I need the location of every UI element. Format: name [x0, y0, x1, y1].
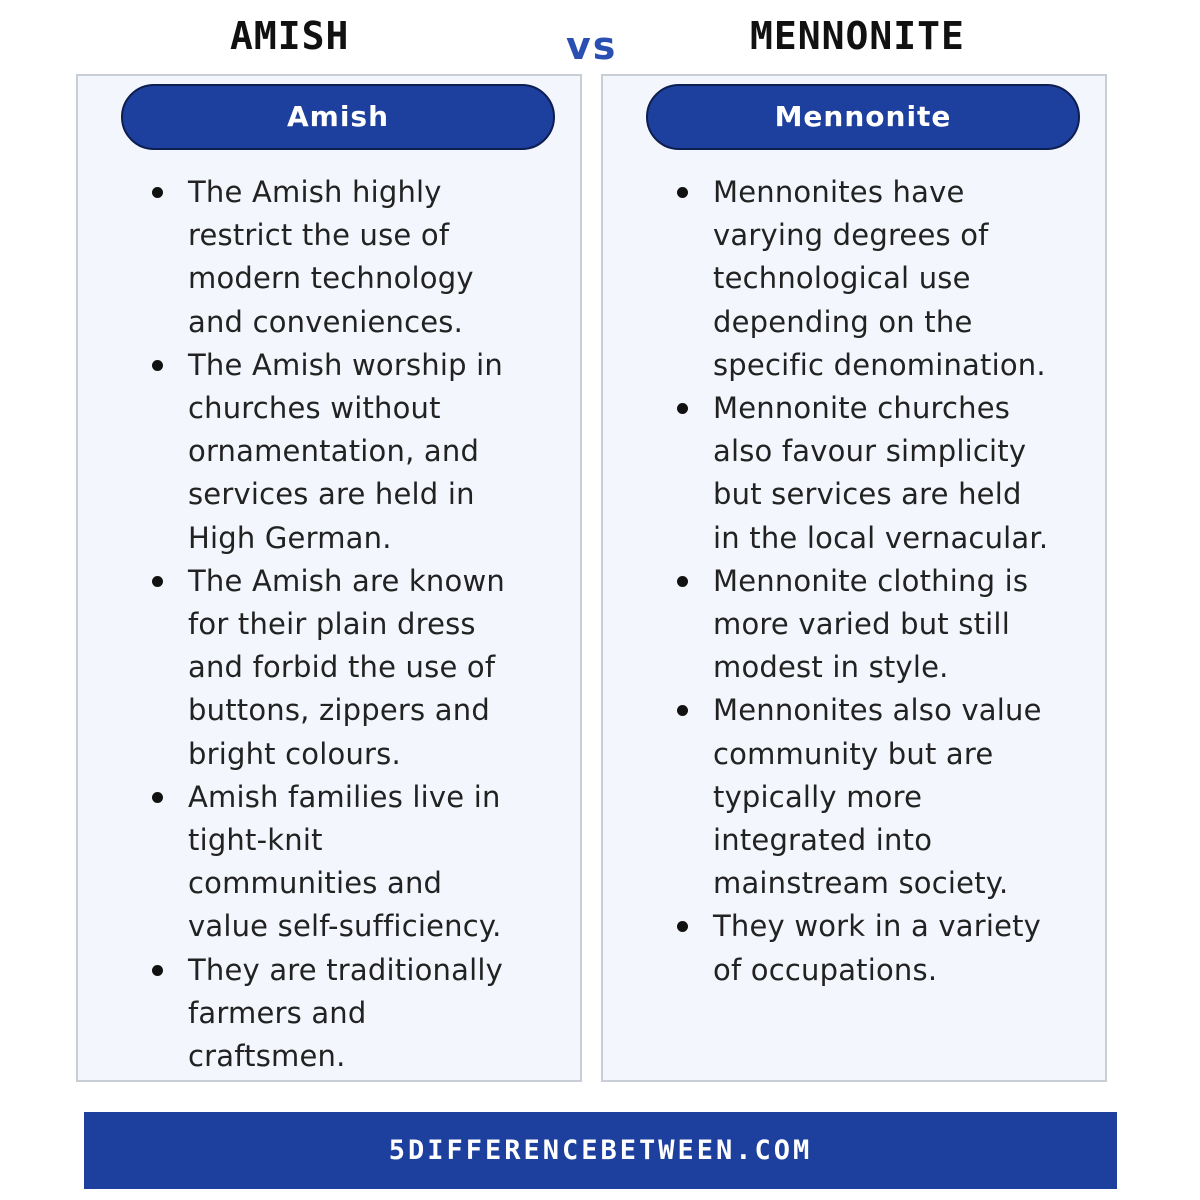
vs-label: vs	[566, 24, 618, 68]
bullet-icon	[677, 705, 688, 716]
list-item	[603, 387, 1123, 560]
point-text: The Amish worship in churches without ornamentation, and services are held in High German.	[188, 347, 503, 555]
list-item	[78, 560, 598, 776]
list-item	[78, 171, 598, 344]
bullet-icon	[152, 576, 163, 587]
point-text: They work in a variety of occupations.	[713, 909, 1042, 987]
list-item	[603, 905, 1123, 991]
bullet-icon	[677, 576, 688, 587]
point-text: The Amish highly restrict the use of modern technology and conveniences.	[188, 175, 474, 339]
mennonite-points-list	[603, 171, 1123, 992]
mennonite-heading: MENNONITE	[750, 14, 965, 58]
amish-heading: AMISH	[230, 14, 350, 58]
bullet-icon	[152, 792, 163, 803]
list-item	[78, 949, 598, 1079]
bullet-icon	[677, 187, 688, 198]
point-text: Mennonites have varying degrees of technological use depending on the specific denomination.	[713, 175, 1046, 382]
point-text: The Amish are known for their plain dress and forbid the use of buttons, zippers and bright colours.	[188, 563, 505, 771]
amish-points-list	[78, 171, 598, 1078]
bullet-icon	[677, 921, 688, 932]
site-footer-banner: 5DIFFERENCEBETWEEN.COM	[84, 1112, 1117, 1189]
point-text: Amish families live in tight-knit communities and value self-sufficiency.	[188, 779, 502, 944]
list-item	[603, 689, 1123, 905]
mennonite-panel	[601, 74, 1107, 1082]
list-item	[603, 560, 1123, 690]
amish-panel	[76, 74, 582, 1082]
list-item	[78, 344, 598, 560]
bullet-icon	[152, 360, 163, 371]
list-item	[603, 171, 1123, 387]
point-text: Mennonite clothing is more varied but still modest in style.	[713, 563, 1029, 685]
point-text: Mennonites also value community but are typically more integrated into mainstream society.	[713, 693, 1042, 901]
mennonite-label-pill: Mennonite	[646, 84, 1080, 150]
bullet-icon	[677, 403, 688, 414]
bullet-icon	[152, 187, 163, 198]
amish-label-pill: Amish	[121, 84, 555, 150]
point-text: They are traditionally farmers and craftsmen.	[188, 952, 503, 1074]
point-text: Mennonite churches also favour simplicity but services are held in the local vernacular.	[713, 391, 1049, 555]
list-item	[78, 776, 598, 949]
bullet-icon	[152, 965, 163, 976]
